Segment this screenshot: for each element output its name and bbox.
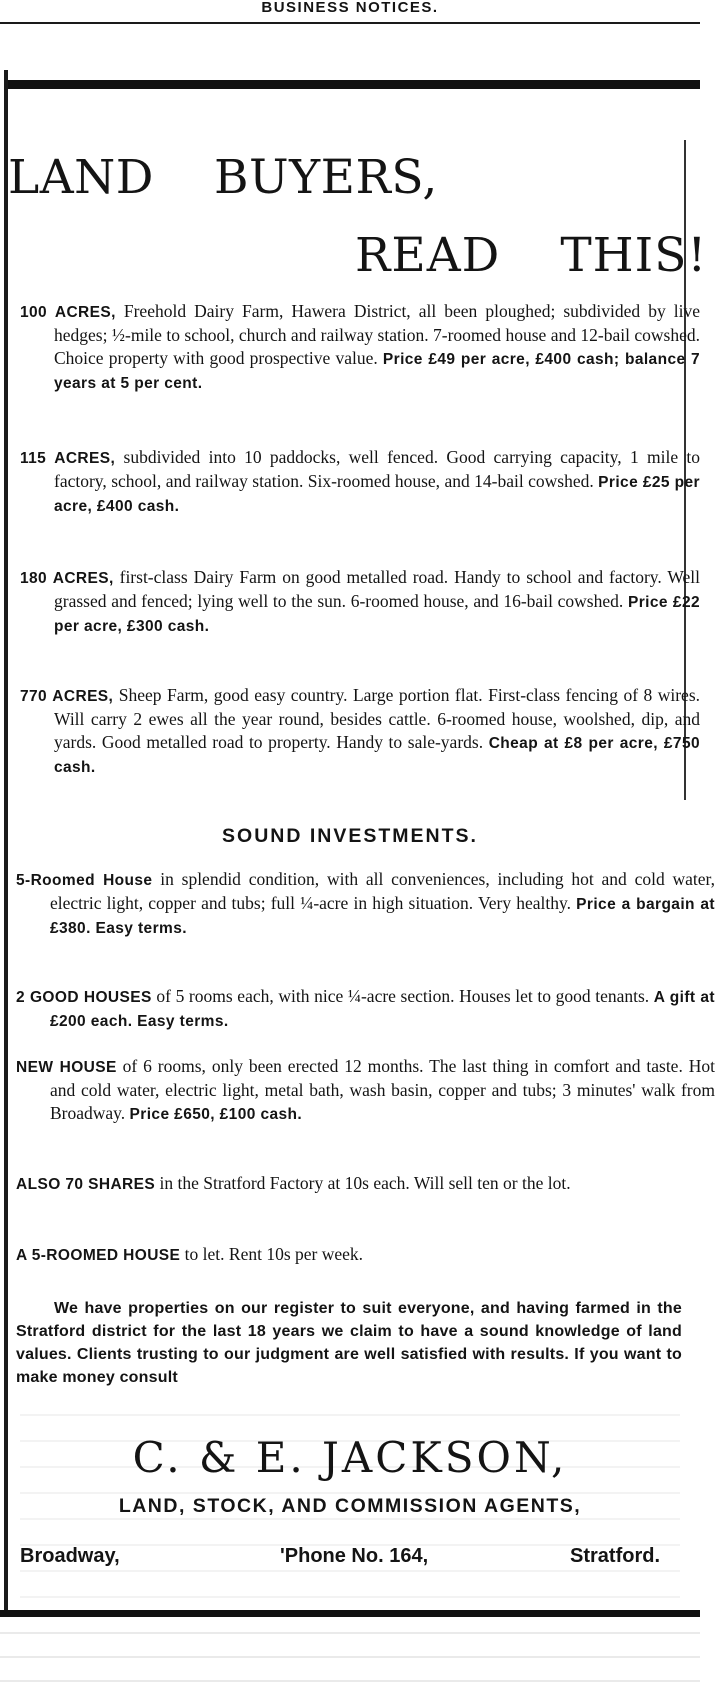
headline-read: READ (355, 228, 501, 283)
listing-body: subdivided into 10 paddocks, well fenced. Good carrying capacity, 1 mile to factory, school, and railway station. Six-roomed house, and 14-bail cowshed. (54, 447, 700, 491)
investment-price: Price a bargain at £380. Easy terms. (50, 896, 715, 937)
header-rule (0, 22, 700, 24)
investment-lead: 2 GOOD HOUSES (16, 989, 152, 1006)
advert-bottom-rule (0, 1610, 700, 1617)
firm-phone: 'Phone No. 164, (280, 1545, 429, 1567)
investment-body: of 5 rooms each, with nice ¼-acre section. Houses let to good tenants. (151, 986, 654, 1006)
listing-115-acres (20, 446, 700, 518)
headline-line-2 (355, 228, 707, 284)
listing-body: Sheep Farm, good easy country. Large portion flat. First-class fencing of 8 wires. Will carry 2 ewes all the year round, besides cattle. 6-roomed house, woolshed, dip, and yards. Good metalled road to property. Handy to sale-yards. (54, 685, 701, 752)
investment-house-to-let (16, 1243, 715, 1267)
investment-70-shares (16, 1172, 715, 1196)
firm-street: Broadway, (20, 1545, 120, 1567)
listing-body: Freehold Dairy Farm, Hawera District, all been ploughed; subdivided by live hedges; ½-mile to school, church and railway station. 7-roomed house and 12-bail cowshed. Choice property with good prospective value. (54, 301, 701, 368)
listing-price: Price £49 per acre, £400 cash; balance 7 years at 5 per cent. (54, 351, 701, 392)
investment-price: A gift at £200 each. Easy terms. (50, 989, 715, 1030)
headline-line-1 (8, 150, 438, 206)
listing-lead: 100 ACRES, (20, 304, 116, 321)
investment-new-house (16, 1055, 715, 1126)
listing-lead: 770 ACRES, (20, 688, 114, 705)
investment-lead: A 5-ROOMED HOUSE (16, 1247, 181, 1264)
section-header: BUSINESS NOTICES. (261, 0, 439, 16)
firm-town: Stratford. (570, 1545, 660, 1567)
investment-body: of 6 rooms, only been erected 12 months. The last thing in comfort and taste. Hot and cold water, electric light, metal bath, wash basin, copper and tubs; 3 minutes' walk from Broadway. (50, 1056, 715, 1123)
investment-2-good-houses (16, 985, 715, 1033)
investment-lead: NEW HOUSE (16, 1059, 117, 1076)
investment-body: to let. Rent 10s per week. (180, 1244, 364, 1264)
listing-body: first-class Dairy Farm on good metalled road. Handy to school and factory. Well grassed and fenced; lying well to the sun. 6-roomed house, and 16-bail cowshed. (54, 567, 700, 611)
listing-price: Price £25 per acre, £400 cash. (54, 474, 700, 515)
investment-price: Price £650, £100 cash. (129, 1106, 303, 1123)
headline-buyers: BUYERS, (213, 150, 438, 205)
investment-body: in splendid condition, with all conveniences, including hot and cold water, electric light, copper and tubs; full ¼-acre in high situation. Very healthy. (50, 869, 715, 913)
firm-name: C. & E. JACKSON, (132, 1433, 568, 1482)
investment-lead: 5-Roomed House (16, 872, 153, 889)
closing-paragraph: We have properties on our register to suit everyone, and having farmed in the Stratford district for the last 18 years we claim to have a sound knowledge of land values. Clients trusting to our judgment are well satisfied with results. If you want to make money consult (16, 1300, 682, 1386)
investment-lead: ALSO 70 SHARES (16, 1176, 156, 1193)
bottom-bleed-texture (0, 1620, 700, 1703)
investment-5-roomed-house (16, 868, 715, 940)
listing-180-acres (20, 566, 700, 638)
investment-body: in the Stratford Factory at 10s each. Will sell ten or the lot. (155, 1173, 571, 1193)
investments-heading: SOUND INVESTMENTS. (222, 825, 478, 847)
listing-lead: 180 ACRES, (20, 570, 114, 587)
headline-land: LAND (8, 150, 154, 205)
headline-this: THIS! (560, 228, 708, 283)
listing-100-acres (20, 300, 700, 395)
advert-top-rule (6, 80, 700, 89)
listing-770-acres (20, 684, 700, 779)
listing-price: Cheap at £8 per acre, £750 cash. (54, 735, 700, 776)
listing-price: Price £22 per acre, £300 cash. (54, 594, 700, 635)
listing-lead: 115 ACRES, (20, 450, 116, 467)
firm-role: LAND, STOCK, AND COMMISSION AGENTS, (118, 1495, 582, 1517)
